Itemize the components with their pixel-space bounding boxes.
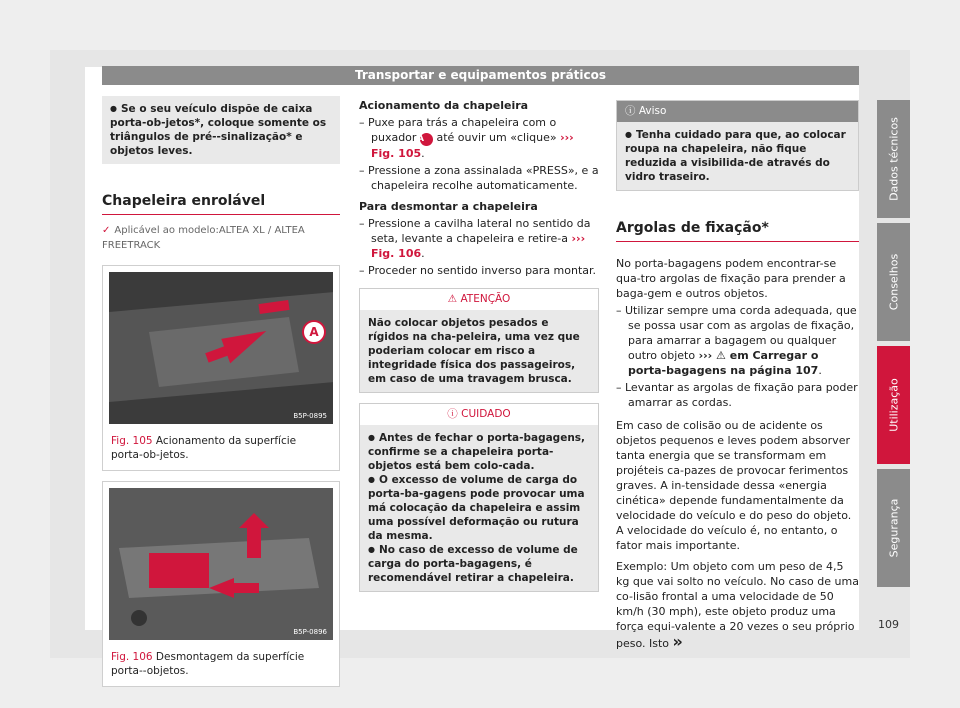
figure-106-label: Fig. 106 — [111, 651, 153, 663]
instruction-4-text: Proceder no sentido inverso para montar. — [368, 264, 597, 277]
instruction-2-text: Pressione a zona assinalada «PRESS», e a chapeleira recolhe automaticamente. — [368, 164, 599, 192]
figure-105-caption-text: Acionamento da superfície porta-ob-jetos. — [111, 435, 297, 461]
cuidado-item: ● No caso de excesso de volume de carga do porta-bagagens, é recomendável retirar a chapeleira. — [368, 543, 590, 585]
page-number: 109 — [878, 618, 899, 631]
item-1-text: Utilizar sempre uma corda adequada, que se possa usar com as argolas de fixação, para amarrar a bagagem ou qualquer outro objeto — [625, 304, 857, 362]
cuidado-header: ⓘ CUIDADO — [360, 404, 598, 425]
paragraph-3-text: Exemplo: Um objeto com um peso de 4,5 kg que vai solto no veículo. No caso de uma co-lisão frontal a uma velocidade de 50 km/h (30 mph), este objeto produz uma força equi-valente a 20 vezes o seu próprio peso. Isto — [616, 560, 859, 650]
tab-seguranca[interactable] — [877, 469, 910, 587]
column-1 — [102, 90, 340, 687]
cuidado-item: ● O excesso de volume de carga do porta-ba-gagens pode provocar uma má colocação da chapeleira e assim uma possível deformação ou rutura da mesma. — [368, 473, 590, 543]
carregar-link[interactable]: ››› ⚠ em Carregar o porta-bagagens na página 107 — [628, 349, 819, 377]
tab-label: Utilização — [887, 378, 900, 432]
aviso-body — [617, 122, 858, 190]
figure-105 — [102, 265, 340, 471]
cuidado-item: ● Antes de fechar o porta-bagagens, confirme se a chapeleira porta-objetos está bem colo-cada. — [368, 431, 590, 473]
cuidado-box — [359, 403, 599, 592]
instruction-1a: Puxe para trás a chapeleira com o puxador — [368, 116, 557, 144]
section-title-chapeleira: Chapeleira enrolável — [102, 194, 340, 215]
figure-105-caption — [103, 430, 339, 470]
tab-conselhos[interactable] — [877, 223, 910, 341]
instruction-3-text: Pressione a cavilha lateral no sentido da seta, levante a chapeleira e retire-a — [368, 217, 591, 245]
tab-utilizacao[interactable] — [877, 346, 910, 464]
aviso-box — [616, 100, 859, 191]
figure-106-image — [109, 488, 333, 640]
marker-a-icon: A — [420, 133, 433, 146]
figure-105-label: Fig. 105 — [111, 435, 153, 447]
heading-acionamento: Acionamento da chapeleira — [359, 99, 529, 112]
column-2 — [359, 90, 599, 592]
tab-label: Dados técnicos — [887, 117, 900, 201]
chapter-header: Transportar e equipamentos práticos — [102, 66, 859, 85]
cuidado-body — [360, 425, 598, 591]
continue-icon: » — [672, 632, 683, 651]
tab-label: Segurança — [887, 498, 900, 558]
figure-106-caption — [103, 646, 339, 686]
figure-105-code: B5P-0895 — [293, 412, 327, 420]
atencao-title: ATENÇÃO — [460, 293, 511, 305]
item-2-text: Levantar as argolas de fixação para poder amarrar as cordas. — [625, 381, 858, 409]
heading-desmontar: Para desmontar a chapeleira — [359, 200, 538, 213]
instruction-4: – Proceder no sentido inverso para montar. — [359, 264, 597, 277]
side-tabs — [877, 100, 910, 592]
figure-106-caption-text: Desmontagem da superfície porta--objetos. — [111, 651, 305, 677]
figure-105-image — [109, 272, 333, 424]
tab-label: Conselhos — [887, 253, 900, 311]
aviso-text: ● Tenha cuidado para que, ao colocar roupa na chapeleira, não fique reduzida a visibilida-de através do vidro traseiro. — [625, 128, 850, 184]
column-3 — [616, 90, 859, 651]
item-1: – Utilizar sempre uma corda adequada, que se possa usar com as argolas de fixação, para amarrar a bagagem ou qualquer outro objeto ››› ⚠ em Carregar o porta-bagagens na página 107. — [616, 304, 857, 377]
figure-106 — [102, 481, 340, 687]
instruction-3: – Pressione a cavilha lateral no sentido da seta, levante a chapeleira e retire-a ››› Fig. 106. — [359, 217, 591, 260]
aviso-title: Aviso — [638, 105, 667, 117]
applicability — [102, 223, 340, 253]
trunk-cover-illustration — [109, 272, 333, 424]
paragraph-1: No porta-bagagens podem encontrar-se qua-tro argolas de fixação para prender a baga-gem e outros objetos. — [616, 257, 846, 300]
atencao-header: ⚠ ATENÇÃO — [360, 289, 598, 310]
figure-106-code: B5P-0896 — [293, 628, 327, 636]
note-text: ● Se o seu veículo dispõe de caixa porta-ob-jetos*, coloque somente os triângulos de pré--sinalização* e objetos leves. — [110, 102, 332, 158]
figure-marker: A — [309, 325, 319, 339]
section-title-argolas: Argolas de fixação* — [616, 221, 859, 242]
tab-dados-tecnicos[interactable] — [877, 100, 910, 218]
aviso-header — [617, 101, 858, 122]
cover-removal-illustration — [109, 488, 333, 640]
atencao-body: Não colocar objetos pesados e rígidos na cha-peleira, uma vez que poderiam colocar em risco a integridade física dos passageiros, em caso de uma travagem brusca. — [360, 310, 598, 392]
applicability-text: Aplicável ao modelo:ALTEA XL / ALTEA FREETRACK — [102, 225, 305, 251]
instruction-1: – Puxe para trás a chapeleira com o puxador A até ouvir um «clique» ››› Fig. 105. — [359, 116, 574, 160]
fig-106-link[interactable]: ››› Fig. 106 — [371, 232, 586, 260]
atencao-box — [359, 288, 599, 393]
info-icon: ⓘ — [625, 105, 636, 117]
paragraph-2: Em caso de colisão ou de acidente os objetos pequenos e leves podem absorver tanta energia que se transformam em projéteis ca-pazes de provocar ferimentos graves. A in-tensidade dessa «energia cinética» depende fundamentalmente da velocidade do veículo e do peso do objeto. A velocidade do veículo é, no entanto, o fator mais importante. — [616, 419, 852, 552]
paragraph-3 — [616, 559, 859, 651]
instruction-1b: até ouvir um «clique» — [436, 131, 557, 144]
item-2: – Levantar as argolas de fixação para poder amarrar as cordas. — [616, 381, 858, 409]
fig-105-link[interactable]: ››› Fig. 105 — [371, 131, 574, 160]
check-icon: ✓ — [102, 225, 111, 236]
note-box — [102, 96, 340, 164]
instruction-2: – Pressione a zona assinalada «PRESS», e a chapeleira recolhe automaticamente. — [359, 164, 599, 192]
cuidado-title: CUIDADO — [461, 408, 511, 420]
